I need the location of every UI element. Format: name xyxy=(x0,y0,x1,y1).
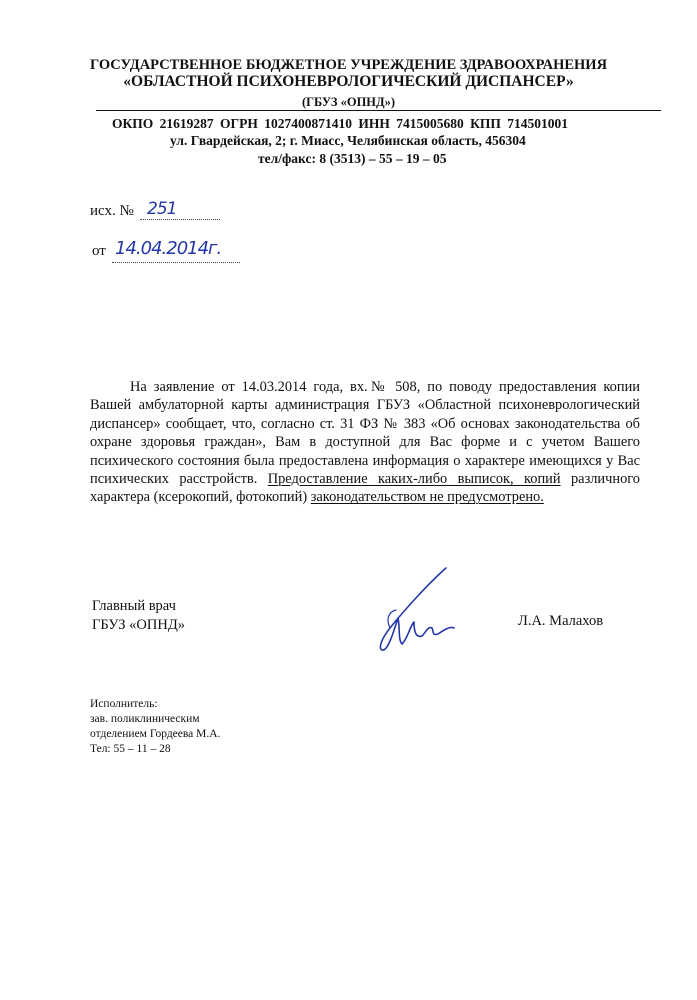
number-dotted-line xyxy=(140,219,220,220)
body-underlined-phrase2: законодательством не предусмотрено. xyxy=(310,489,544,506)
org-codes: ОКПО 21619287 ОГРН 1027400871410 ИНН 7415005680 КПП 714501001 xyxy=(112,116,569,131)
handwritten-signature xyxy=(360,560,470,655)
body-text-part1: На заявление от 14.03.2014 года, вх.№ 508, по поводу предоставления копии Вашей амбулаторной карты администрация ГБУЗ «Областной психоневрологический диспансер» сообщает, что, согласно ст. 31 ФЗ № 383 «Об основах законодательства об охране здоровья граждан», Вам в доступной для Вас форме и с учетом Вашего психического состояния была предоставлена информация о характере имеющихся у Вас психических расстройств. xyxy=(90,379,640,488)
body-text-part2: различного характера (ксерокопий, фотокопий) xyxy=(90,471,641,506)
signer-title: Главный врач xyxy=(92,598,176,614)
outgoing-number-label: исх. № xyxy=(90,203,134,219)
signer-name: Л.А. Малахов xyxy=(518,613,604,629)
org-address: ул. Гвардейская, 2; г. Миасс, Челябинская область, 456304 xyxy=(170,133,526,148)
date-value: 14.04.2014г. xyxy=(115,238,222,259)
org-name-line1: ГОСУДАРСТВЕННОЕ БЮДЖЕТНОЕ УЧРЕЖДЕНИЕ ЗДРАВООХРАНЕНИЯ xyxy=(89,57,608,73)
signer-organization: ГБУЗ «ОПНД» xyxy=(92,617,185,633)
executor-phone: Тел: 55 – 11 – 28 xyxy=(90,743,171,755)
outgoing-number-value: 251 xyxy=(147,199,177,219)
letter-paragraph xyxy=(90,378,640,507)
date-label: от xyxy=(92,243,106,259)
org-phone: тел/факс: 8 (3513) – 55 – 19 – 05 xyxy=(258,151,447,166)
letter-body xyxy=(90,378,640,507)
org-short-name: (ГБУЗ «ОПНД») xyxy=(301,95,396,109)
date-dotted-line xyxy=(112,262,240,263)
executor-label: Исполнитель: xyxy=(90,698,158,710)
body-underlined-phrase1: Предоставление каких-либо выписок, копий xyxy=(267,471,561,488)
header-divider xyxy=(96,110,661,111)
executor-position: зав. поликлиническим xyxy=(90,713,200,725)
executor-name: отделением Гордеева М.А. xyxy=(90,728,221,740)
org-name-line2: «ОБЛАСТНОЙ ПСИХОНЕВРОЛОГИЧЕСКИЙ ДИСПАНСЕР» xyxy=(123,73,574,90)
